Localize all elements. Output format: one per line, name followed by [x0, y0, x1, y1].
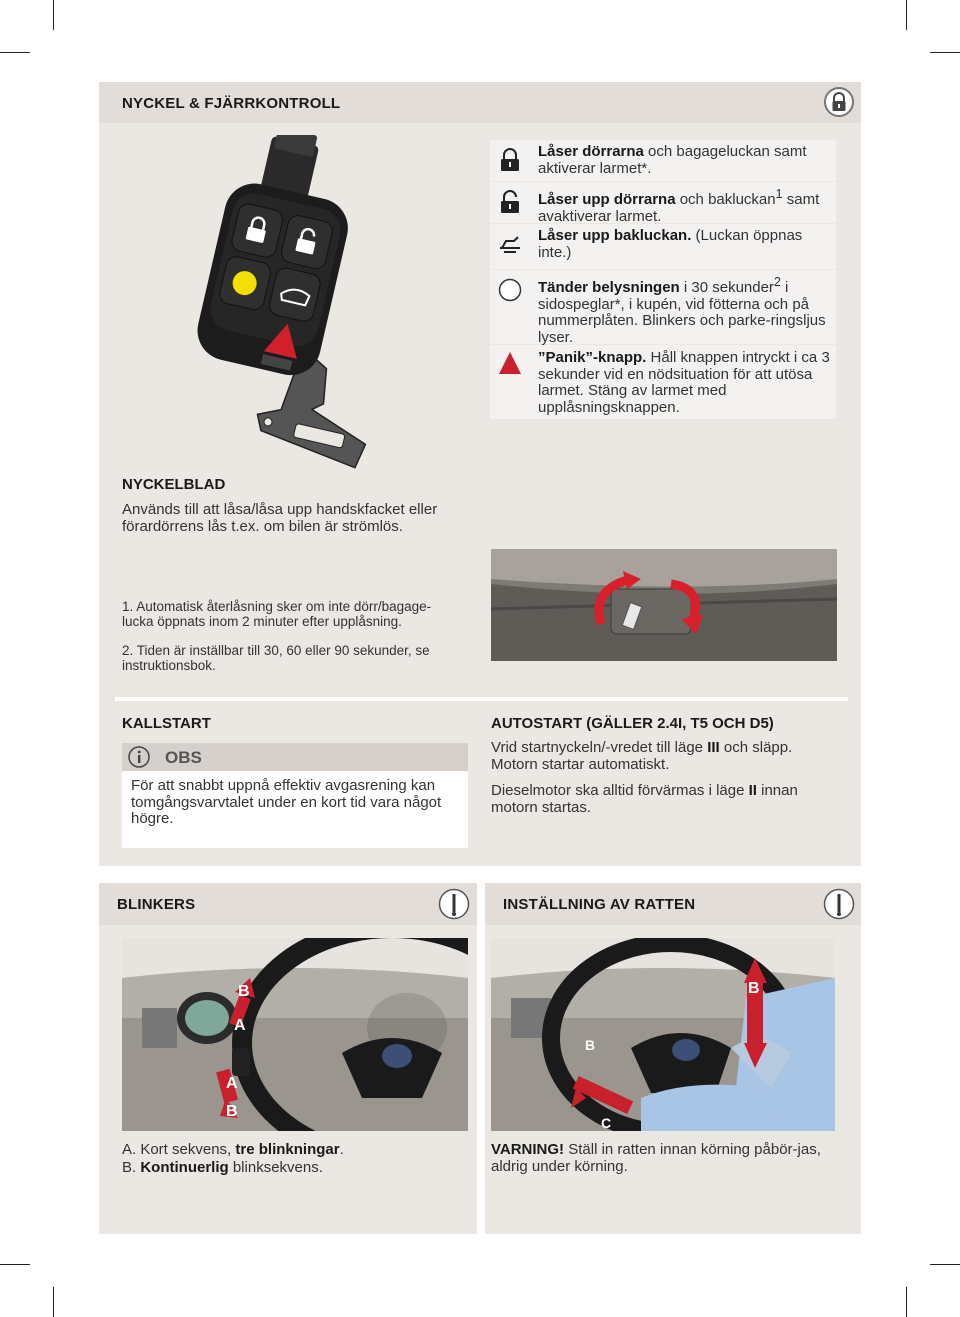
- crop-mark: [0, 1264, 30, 1265]
- blade-heading: NYCKELBLAD: [122, 476, 226, 493]
- crop-mark: [0, 52, 30, 53]
- crop-mark: [906, 0, 907, 30]
- obs-box: [122, 743, 468, 848]
- crop-mark: [930, 52, 960, 53]
- unlock-icon: [498, 190, 522, 214]
- blinkers-title: BLINKERS: [117, 896, 196, 913]
- key-fob-illustration: [195, 135, 410, 480]
- label-c: C: [601, 1115, 612, 1131]
- crop-mark: [53, 0, 54, 30]
- ratten-title: INSTÄLLNING AV RATTEN: [503, 896, 696, 913]
- label-b-top: B: [238, 983, 250, 1000]
- blinkers-caption-a: A. Kort sekvens, tre blinkningar.: [122, 1141, 344, 1158]
- ratten-warning: VARNING! Ställ in ratten innan körning påbör-jas, aldrig under körning.: [491, 1141, 821, 1175]
- section-divider: [115, 697, 848, 701]
- key-function-panic: ”Panik”-knapp. Håll knappen intryckt i ca 3 sekunder vid en nödsituation för att utösa larmet. Stäng av larmet med upplåsningsknappen.: [490, 345, 836, 419]
- label-a-top: A: [234, 1017, 246, 1034]
- glovebox-lock-photo: [491, 549, 837, 661]
- gauge-icon: [438, 888, 470, 920]
- info-icon: [128, 746, 150, 768]
- autostart-paragraph-1: Vrid startnyckeln/-vredet till läge III och släpp. Motorn startar automatiskt.: [491, 739, 793, 773]
- autostart-paragraph-2: Dieselmotor ska alltid förvärmas i läge II innan motorn startas.: [491, 782, 798, 816]
- trunk-icon: [498, 232, 522, 256]
- label-b-left: B: [585, 1037, 596, 1053]
- blinkers-caption-b: B. Kontinuerlig blinksekvens.: [122, 1159, 323, 1176]
- key-function-lock: Låser dörrarna och bagageluckan samt aktiverar larmet*.: [490, 140, 836, 181]
- panic-icon: [498, 351, 522, 375]
- label-a-bottom: A: [226, 1075, 238, 1092]
- light-icon: [498, 278, 522, 302]
- footnote-1: 1. Automatisk återlåsning sker om inte dörr/bagage-lucka öppnats inom 2 minuter efter upplåsning.: [122, 599, 432, 629]
- autostart-heading: AUTOSTART (GÄLLER 2.4I, T5 OCH D5): [491, 715, 774, 732]
- steering-adjust-photo: [491, 938, 835, 1131]
- blade-text: Används till att låsa/låsa upp handskfacket eller förardörrens lås t.ex. om bilen är strömlös.: [122, 501, 438, 535]
- crop-mark: [53, 1287, 54, 1317]
- obs-label: OBS: [165, 748, 202, 767]
- key-function-trunk: Låser upp bakluckan. (Luckan öppnas inte.): [490, 224, 836, 269]
- obs-text: För att snabbt uppnå effektiv avgasrening kan tomgångsvarvtalet under en kort tid vara något högre.: [131, 777, 442, 827]
- key-function-unlock: Låser upp dörrarna och bakluckan$^1$ samt avaktiverar larmet.: [490, 182, 836, 223]
- label-b: B: [748, 980, 760, 997]
- lock-badge-icon: [824, 87, 854, 117]
- crop-mark: [930, 1264, 960, 1265]
- blinkers-photo: [122, 938, 468, 1131]
- page-title: NYCKEL & FJÄRRKONTROLL: [122, 95, 341, 112]
- gauge-icon: [823, 888, 855, 920]
- footnote-2: 2. Tiden är inställbar till 30, 60 eller 90 sekunder, se instruktionsbok.: [122, 643, 430, 673]
- kallstart-heading: KALLSTART: [122, 715, 211, 732]
- label-b-bottom: B: [226, 1103, 238, 1120]
- crop-mark: [906, 1287, 907, 1317]
- key-function-light: Tänder belysningen i 30 sekunder$^2$ i sidospeglar*, i kupén, vid fötterna och på nummerplåten. Blinkers och parke-ringsljus lyser.: [490, 270, 836, 344]
- lock-icon: [498, 148, 522, 172]
